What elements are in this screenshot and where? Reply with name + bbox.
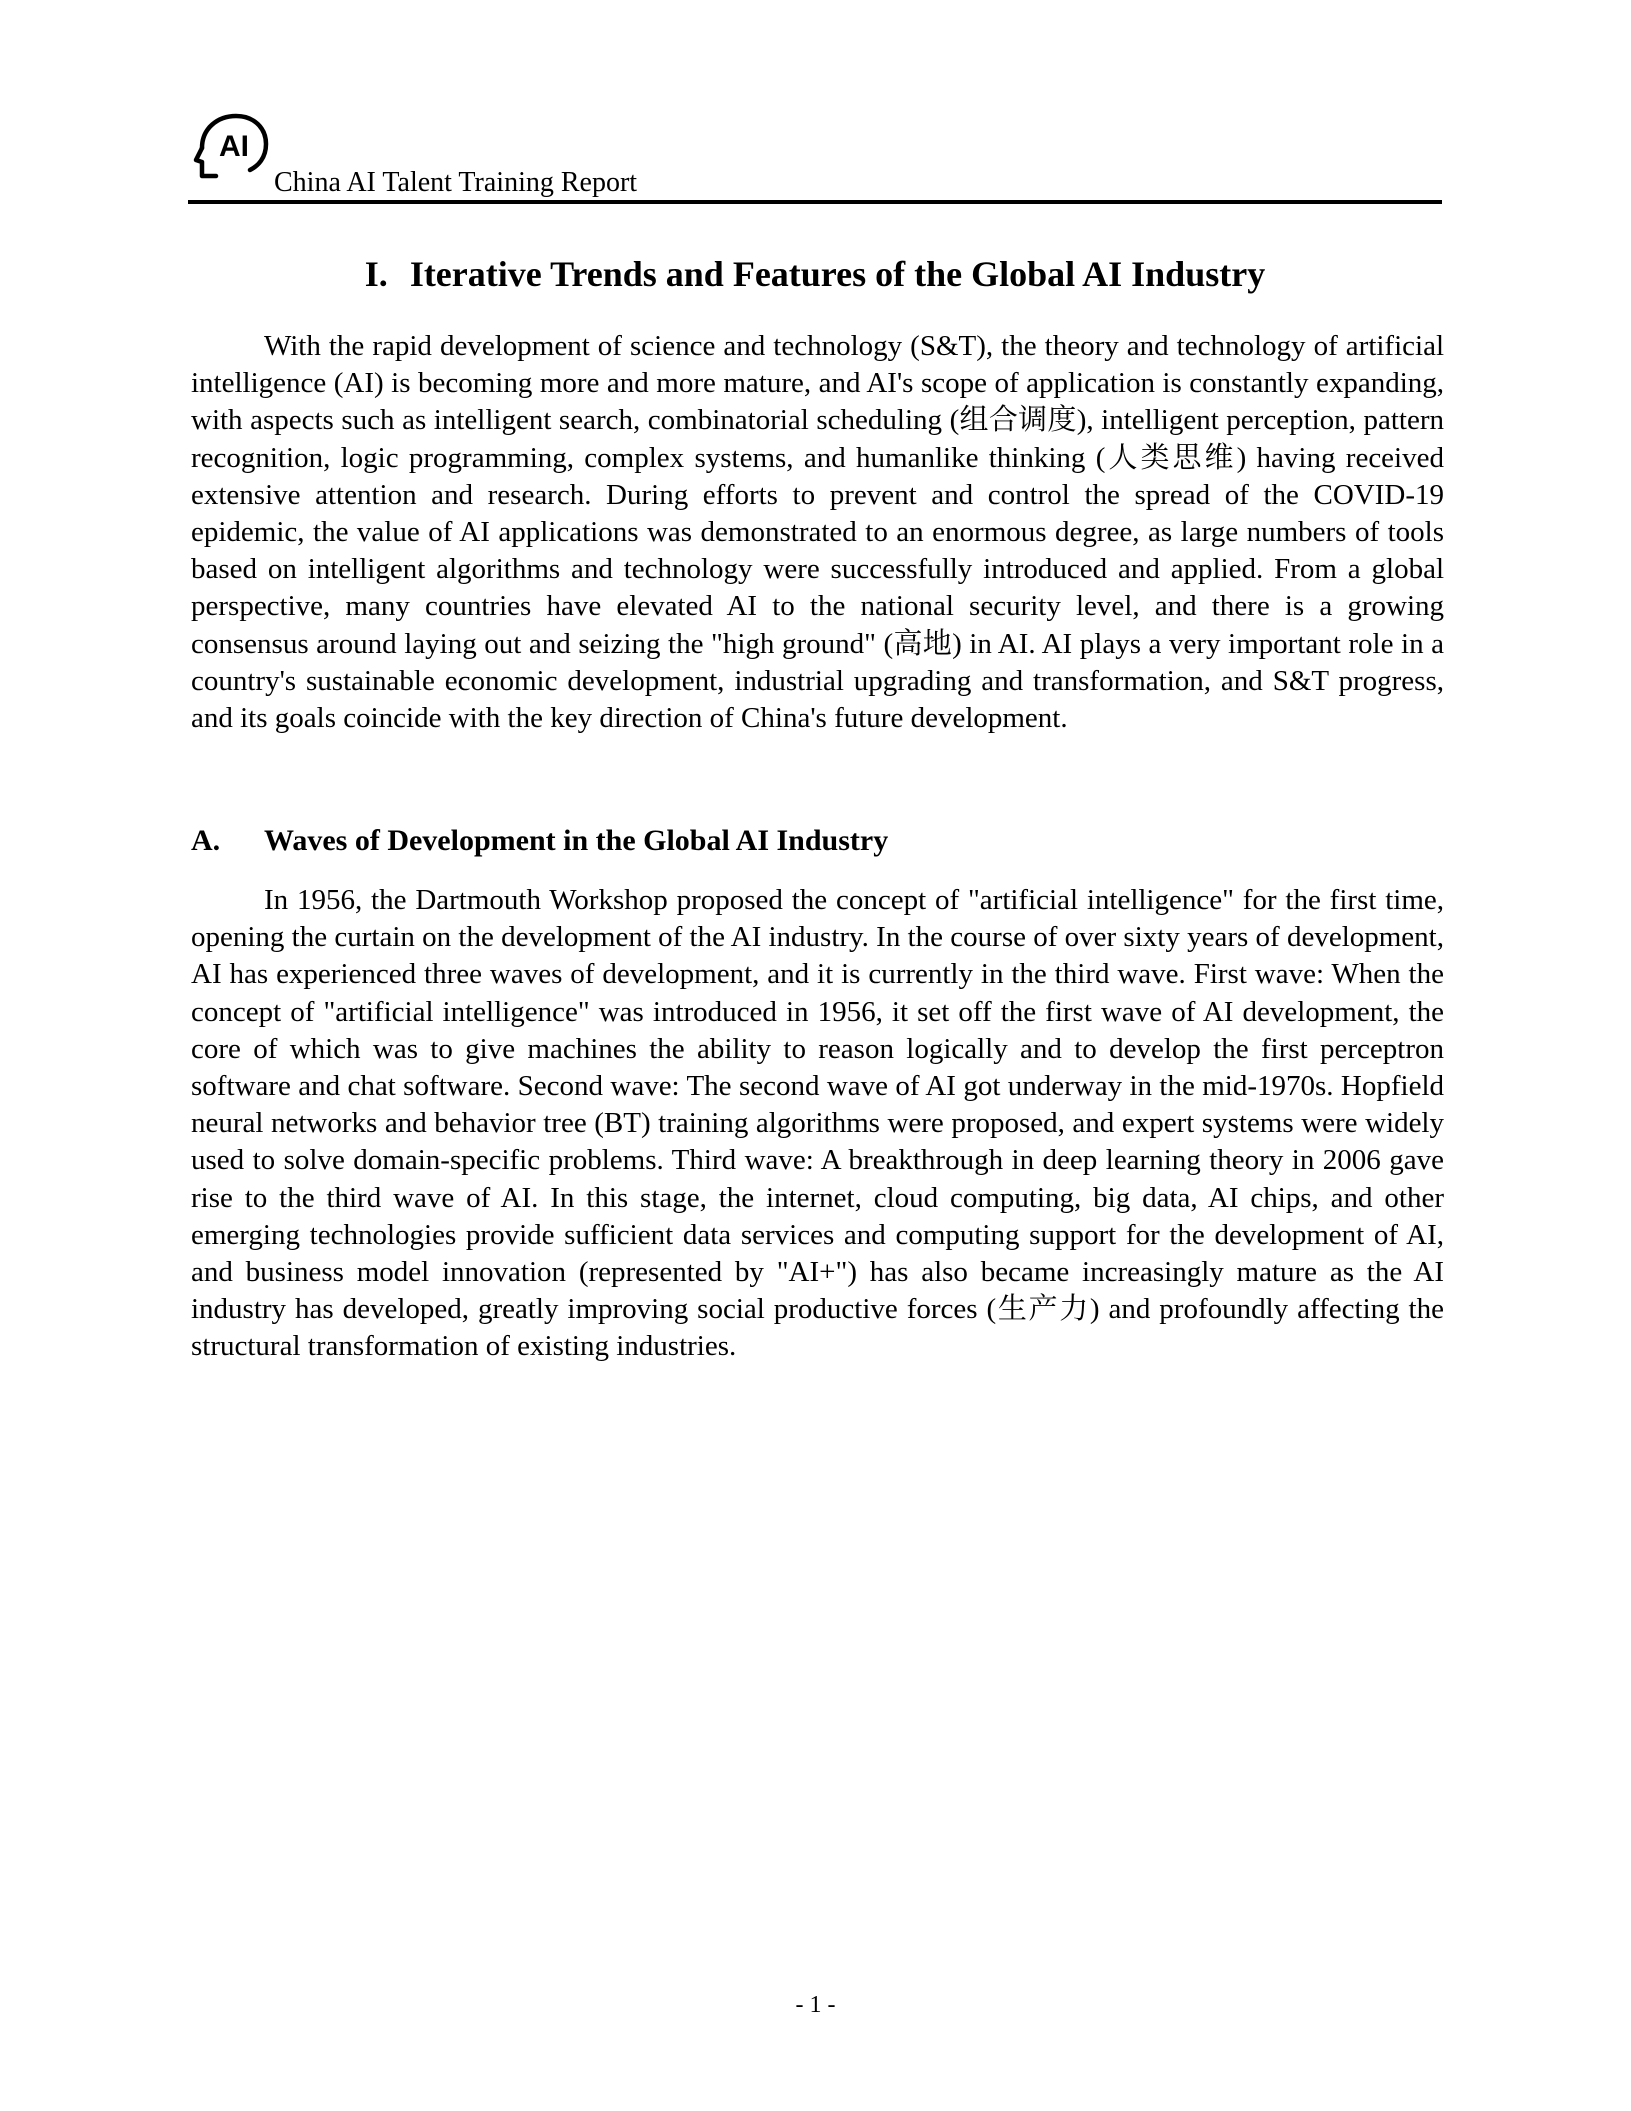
report-title: China AI Talent Training Report <box>274 167 638 198</box>
page-number: - 1 - <box>795 1992 836 2018</box>
subsection-heading <box>191 822 888 860</box>
subsection-paragraph: In 1956, the Dartmouth Workshop proposed the concept of "artificial intelligence" for the first time, opening the curtain on the development of the AI industry. In the course of over sixty years of development, AI has experienced three waves of development, and it is currently in the third wave. First wave: When the concept of "artificial intelligence" was introduced in 1956, it set off the first wave of AI development, the core of which was to give machines the ability to reason logically and to develop the first perceptron software and chat software. Second wave: The second wave of AI got underway in the mid-1970s. Hopfield neural networks and behavior tree (BT) training algorithms were proposed, and expert systems were widely used to solve domain-specific problems. Third wave: A breakthrough in deep learning theory in 2006 gave rise to the third wave of AI. In this stage, the internet, cloud computing, big data, AI chips, and other emerging technologies provide sufficient data services and computing support for the development of AI, and business model innovation (represented by "AI+") has also became increasingly mature as the AI industry has developed, greatly improving social productive forces (生产力) and profoundly affecting the structural transformation of existing industries. <box>191 884 1444 1363</box>
page-header <box>188 110 1442 204</box>
section-paragraph: With the rapid development of science and technology (S&T), the theory and technology of artificial intelligence (AI) is becoming more and more mature, and AI's scope of application is constantly expanding, with aspects such as intelligent search, combinatorial scheduling (组合调度), intelligent perception, pattern recognition, logic programming, complex systems, and humanlike thinking (人类思维) having received extensive attention and research. During efforts to prevent and control the spread of the COVID-19 epidemic, the value of AI applications was demonstrated to an enormous degree, as large numbers of tools based on intelligent algorithms and technology were successfully introduced and applied. From a global perspective, many countries have elevated AI to the national security level, and there is a growing consensus around laying out and seizing the "high ground" (高地) in AI. AI plays a very important role in a country's sustainable economic development, industrial upgrading and transformation, and S&T progress, and its goals coincide with the key direction of China's future development. <box>191 330 1444 735</box>
subsection-letter: A. <box>191 824 221 857</box>
section-title-text: Iterative Trends and Features of the Global AI Industry <box>409 254 1266 294</box>
header-divider <box>188 200 1442 204</box>
section-number: I. <box>364 254 388 294</box>
section-heading <box>188 252 1442 296</box>
subsection-title-text: Waves of Development in the Global AI Industry <box>264 824 889 857</box>
logo-text: AI <box>219 130 249 163</box>
ai-head-logo-icon <box>188 110 278 194</box>
